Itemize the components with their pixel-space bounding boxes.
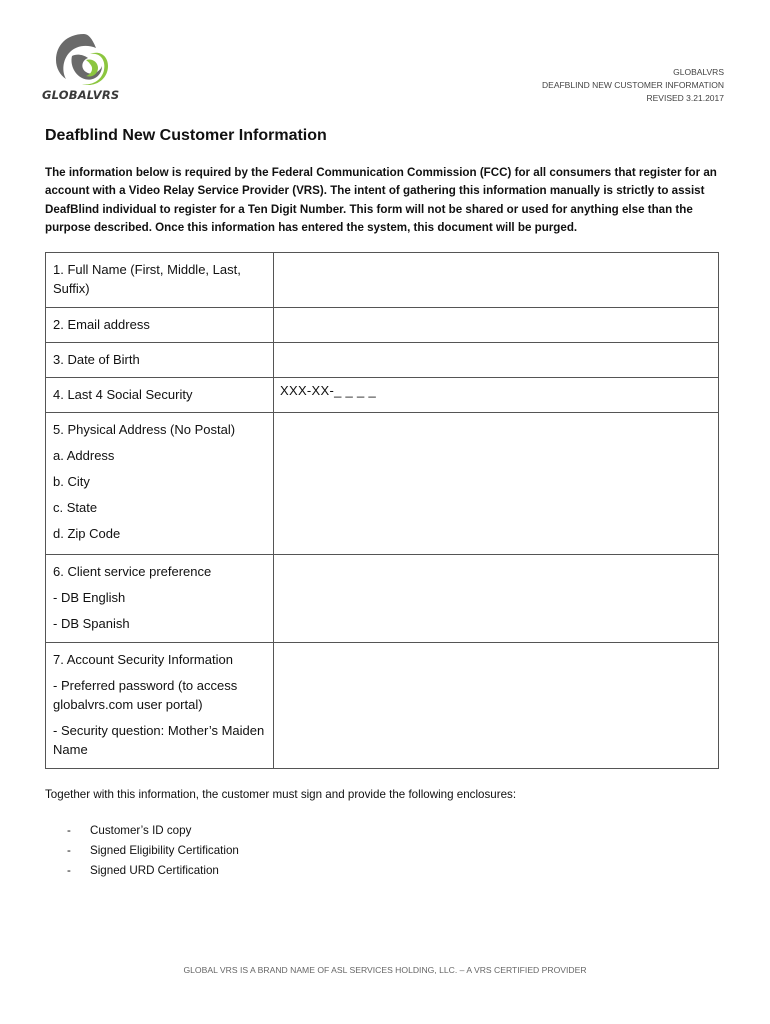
form-row-address (46, 413, 719, 555)
header-doc-name: DEAFBLIND NEW CUSTOMER INFORMATION (542, 80, 724, 90)
form-label-cell (46, 413, 274, 555)
form-label-cell (46, 555, 274, 643)
form-label-cell (46, 253, 274, 308)
list-item (45, 821, 239, 841)
label-db-spanish: - DB Spanish (53, 616, 130, 631)
customer-info-form (45, 252, 719, 769)
page-footer: GLOBAL VRS IS A BRAND NAME OF ASL SERVICES HOLDING, LLC. – A VRS CERTIFIED PROVIDER (183, 965, 587, 975)
header-revised: REVISED 3.21.2017 (646, 93, 724, 103)
label-full-name: 1. Full Name (First, Middle, Last, Suffix) (53, 262, 241, 296)
intro-paragraph: The information below is required by the Federal Communication Commission (FCC) for all consumers that register for an account with a Video Relay Service Provider (VRS). The intent of gathering this information manually is strictly to assist DeafBlind individual to register for a Ten Digit Number. This form will not be shared or used for anything else than the purpose described. Once this information has entered the system, this document will be purged. (45, 166, 717, 234)
list-bullet: - (67, 824, 71, 837)
enclosures-intro: Together with this information, the customer must sign and provide the following enclosures: (45, 788, 517, 801)
enclosure-id-copy: Customer’s ID copy (90, 824, 192, 837)
label-security-question: - Security question: Mother’s Maiden Name (53, 723, 265, 757)
address-field[interactable] (274, 413, 719, 555)
enclosure-eligibility: Signed Eligibility Certification (90, 844, 239, 857)
label-zip: d. Zip Code (53, 526, 121, 541)
label-ssn: 4. Last 4 Social Security (53, 387, 193, 402)
form-label-cell (46, 643, 274, 769)
form-row-security (46, 643, 719, 769)
form-row-full-name (46, 253, 719, 308)
label-city: b. City (53, 474, 90, 489)
label-state: c. State (53, 500, 98, 515)
label-address: a. Address (53, 448, 115, 463)
full-name-field[interactable] (274, 253, 719, 308)
list-bullet: - (67, 864, 71, 877)
enclosures-list (45, 821, 239, 881)
label-db-english: - DB English (53, 590, 126, 605)
dob-field[interactable] (274, 343, 719, 378)
label-service-preference: 6. Client service preference (53, 564, 212, 579)
email-field[interactable] (274, 308, 719, 343)
security-field[interactable] (274, 643, 719, 769)
header-company: GLOBALVRS (673, 67, 724, 77)
list-bullet: - (67, 844, 71, 857)
globalvrs-logo (42, 30, 126, 104)
logo-wordmark: GLOBALVRS (42, 88, 120, 102)
form-row-dob (46, 343, 719, 378)
label-preferred-password: - Preferred password (to access globalvrs.com user portal) (53, 678, 238, 712)
form-label-cell (46, 308, 274, 343)
label-security-heading: 7. Account Security Information (53, 652, 233, 667)
form-label-cell (46, 343, 274, 378)
document-title: Deafblind New Customer Information (45, 127, 327, 144)
ssn-field[interactable]: XXX-XX-_ _ _ _ (274, 378, 719, 413)
enclosure-urd: Signed URD Certification (90, 864, 219, 877)
form-row-email (46, 308, 719, 343)
document-header-info (542, 66, 724, 105)
label-email: 2. Email address (53, 317, 150, 332)
form-row-ssn (46, 378, 719, 413)
service-preference-field[interactable] (274, 555, 719, 643)
label-address-heading: 5. Physical Address (No Postal) (53, 422, 236, 437)
form-label-cell (46, 378, 274, 413)
form-row-service-preference (46, 555, 719, 643)
list-item (45, 861, 239, 881)
label-dob: 3. Date of Birth (53, 352, 140, 367)
logo-swirl-icon (42, 30, 126, 90)
list-item (45, 841, 239, 861)
